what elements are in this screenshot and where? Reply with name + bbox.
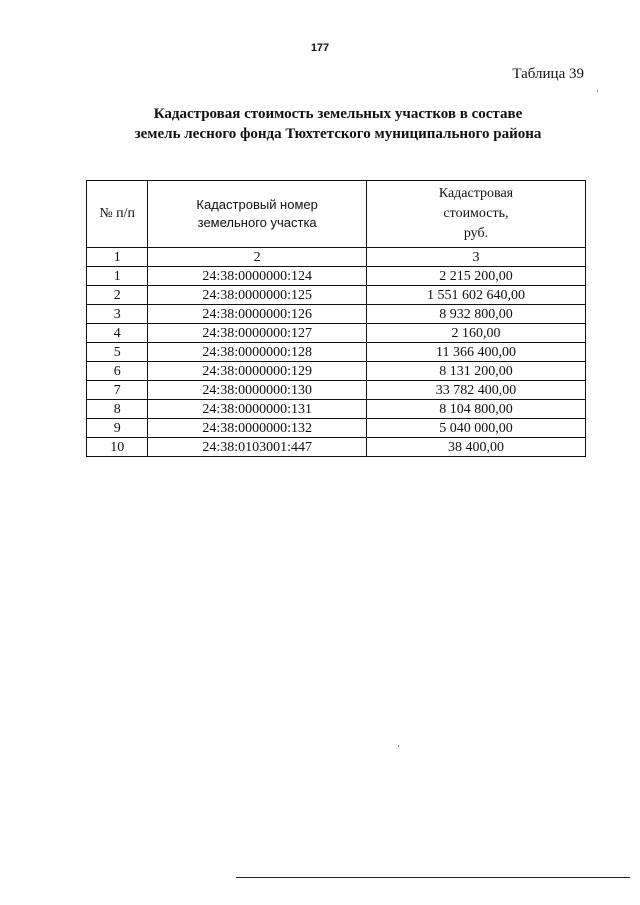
scan-speck — [398, 745, 399, 747]
header-cadastral-line-1: Кадастровый номер — [196, 197, 318, 212]
cost-cell: 1 551 602 640,00 — [366, 286, 585, 305]
header-number: № п/п — [87, 181, 148, 248]
table-row — [87, 362, 586, 381]
page-number: 177 — [310, 42, 330, 54]
row-number: 7 — [87, 381, 148, 400]
cadastral-number-cell: 24:38:0000000:129 — [148, 362, 367, 381]
header-cadastral-line-2: земельного участка — [197, 215, 317, 230]
header-cost-line-3: руб. — [463, 226, 489, 241]
table-header-row — [87, 181, 586, 248]
cadastral-number-cell: 24:38:0000000:127 — [148, 324, 367, 343]
cadastral-value-table — [86, 180, 586, 457]
table-row — [87, 419, 586, 438]
row-number: 8 — [87, 400, 148, 419]
scan-speck — [597, 90, 598, 92]
row-number: 2 — [87, 286, 148, 305]
table-row — [87, 324, 586, 343]
table-row — [87, 286, 586, 305]
cost-cell: 8 932 800,00 — [366, 305, 585, 324]
cost-cell: 5 040 000,00 — [366, 419, 585, 438]
header-cadastral-cost — [366, 181, 585, 248]
row-number: 6 — [87, 362, 148, 381]
cadastral-number-cell: 24:38:0000000:131 — [148, 400, 367, 419]
cadastral-number-cell: 24:38:0000000:124 — [148, 267, 367, 286]
table-row — [87, 305, 586, 324]
document-heading — [0, 104, 640, 144]
table-row — [87, 343, 586, 362]
table-row — [87, 438, 586, 457]
table-caption: Таблица 39 — [512, 66, 584, 82]
cost-cell: 11 366 400,00 — [366, 343, 585, 362]
table-row — [87, 267, 586, 286]
row-number: 3 — [87, 305, 148, 324]
header-cost-line-1: Кадастровая — [438, 186, 514, 201]
cost-cell: 8 104 800,00 — [366, 400, 585, 419]
header-cost-line-2: стоимость, — [443, 206, 509, 221]
row-number: 9 — [87, 419, 148, 438]
header-cadastral-number — [148, 181, 367, 248]
row-number: 10 — [87, 438, 148, 457]
cost-cell: 38 400,00 — [366, 438, 585, 457]
cadastral-number-cell: 24:38:0000000:130 — [148, 381, 367, 400]
heading-line-2: земель лесного фонда Тюхтетского муниципального района — [134, 126, 542, 142]
row-number: 1 — [87, 267, 148, 286]
table-row — [87, 400, 586, 419]
cadastral-number-cell: 24:38:0000000:126 — [148, 305, 367, 324]
cadastral-number-cell: 24:38:0000000:132 — [148, 419, 367, 438]
table-row — [87, 381, 586, 400]
page-bottom-rule — [236, 877, 630, 878]
cadastral-number-cell: 24:38:0103001:447 — [148, 438, 367, 457]
cost-cell: 2 160,00 — [366, 324, 585, 343]
row-number: 5 — [87, 343, 148, 362]
cadastral-number-cell: 24:38:0000000:125 — [148, 286, 367, 305]
cost-cell: 33 782 400,00 — [366, 381, 585, 400]
heading-line-1: Кадастровая стоимость земельных участков в составе — [153, 106, 523, 122]
row-number: 4 — [87, 324, 148, 343]
cost-cell: 8 131 200,00 — [366, 362, 585, 381]
column-index-cell: 2 — [148, 248, 367, 267]
column-index-cell: 3 — [366, 248, 585, 267]
cadastral-number-cell: 24:38:0000000:128 — [148, 343, 367, 362]
column-index-cell: 1 — [87, 248, 148, 267]
column-index-row — [87, 248, 586, 267]
cost-cell: 2 215 200,00 — [366, 267, 585, 286]
